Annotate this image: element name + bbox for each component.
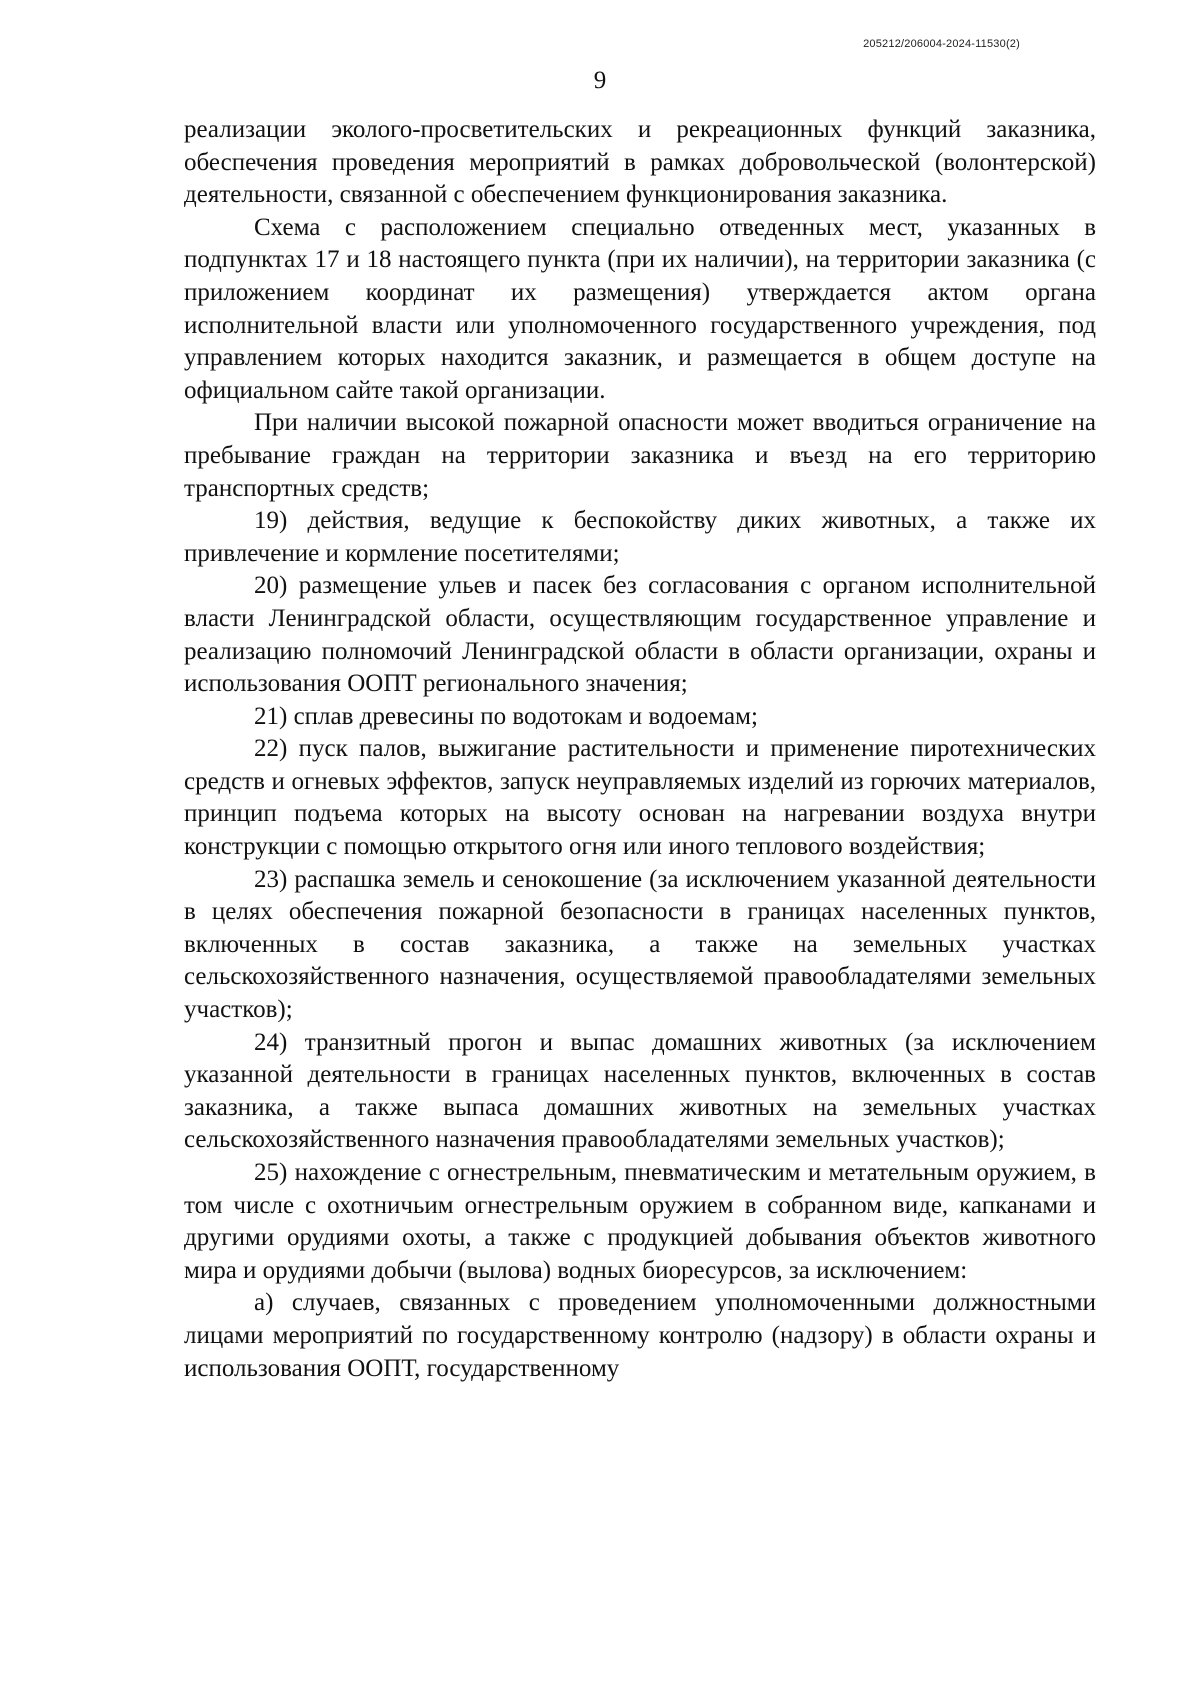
list-item-21: 21) сплав древесины по водотокам и водоемам; — [254, 702, 758, 730]
document-registration-number: 205212/206004-2024-11530(2) — [863, 38, 1020, 50]
list-item-23: 23) распашка земель и сенокошение (за исключением указанной деятельности в целях обеспечения пожарной безопасности в границах населенных пунктов, включенных в состав заказника, а также на земельных участках сельскохозяйственного назначения, осуществляемой правообладателями земельных участков); — [184, 865, 1096, 1024]
page-number: 9 — [593, 67, 607, 94]
list-item-24: 24) транзитный прогон и выпас домашних животных (за исключением указанной деятельности в границах населенных пунктов, включенных в состав заказника, а также выпаса домашних животных на земельных участках сельскохозяйственного назначения правообладателями земельных участков); — [184, 1028, 1096, 1154]
list-item-20: 20) размещение ульев и пасек без согласования с органом исполнительной власти Ленинградской области, осуществляющим государственное управление и реализацию полномочий Ленинградской области в области организации, охраны и использования ООПТ регионального значения; — [184, 572, 1096, 698]
sub-item-a: а) случаев, связанных с проведением уполномоченными должностными лицами мероприятий по государственному контролю (надзору) в области охраны и использования ООПТ, государственному — [184, 1289, 1096, 1382]
paragraph-fire-danger: При наличии высокой пожарной опасности может вводиться ограничение на пребывание граждан на территории заказника и въезд на его территорию транспортных средств; — [184, 409, 1096, 502]
list-item-19: 19) действия, ведущие к беспокойству диких животных, а также их привлечение и кормление посетителями; — [184, 507, 1096, 567]
document-body — [184, 114, 1096, 1385]
paragraph-continuation: реализации эколого-просветительских и рекреационных функций заказника, обеспечения проведения мероприятий в рамках добровольческой (волонтерской) деятельности, связанной с обеспечением функционирования заказника. — [184, 116, 1096, 209]
list-item-22: 22) пуск палов, выжигание растительности и применение пиротехнических средств и огневых эффектов, запуск неуправляемых изделий из горючих материалов, принцип подъема которых на высоту основан на нагревании воздуха внутри конструкции с помощью открытого огня или иного теплового воздействия; — [184, 735, 1096, 861]
paragraph-scheme: Схема с расположением специально отведенных мест, указанных в подпунктах 17 и 18 настоящего пункта (при их наличии), на территории заказника (с приложением координат их размещения) утверждается актом органа исполнительной власти или уполномоченного государственного учреждения, под управлением которых находится заказник, и размещается в общем доступе на официальном сайте такой организации. — [184, 213, 1096, 404]
list-item-25: 25) нахождение с огнестрельным, пневматическим и метательным оружием, в том числе с охотничьим огнестрельным оружием в собранном виде, капканами и другими орудиями охоты, а также с продукцией добывания объектов животного мира и орудиями добычи (вылова) водных биоресурсов, за исключением: — [184, 1159, 1096, 1284]
